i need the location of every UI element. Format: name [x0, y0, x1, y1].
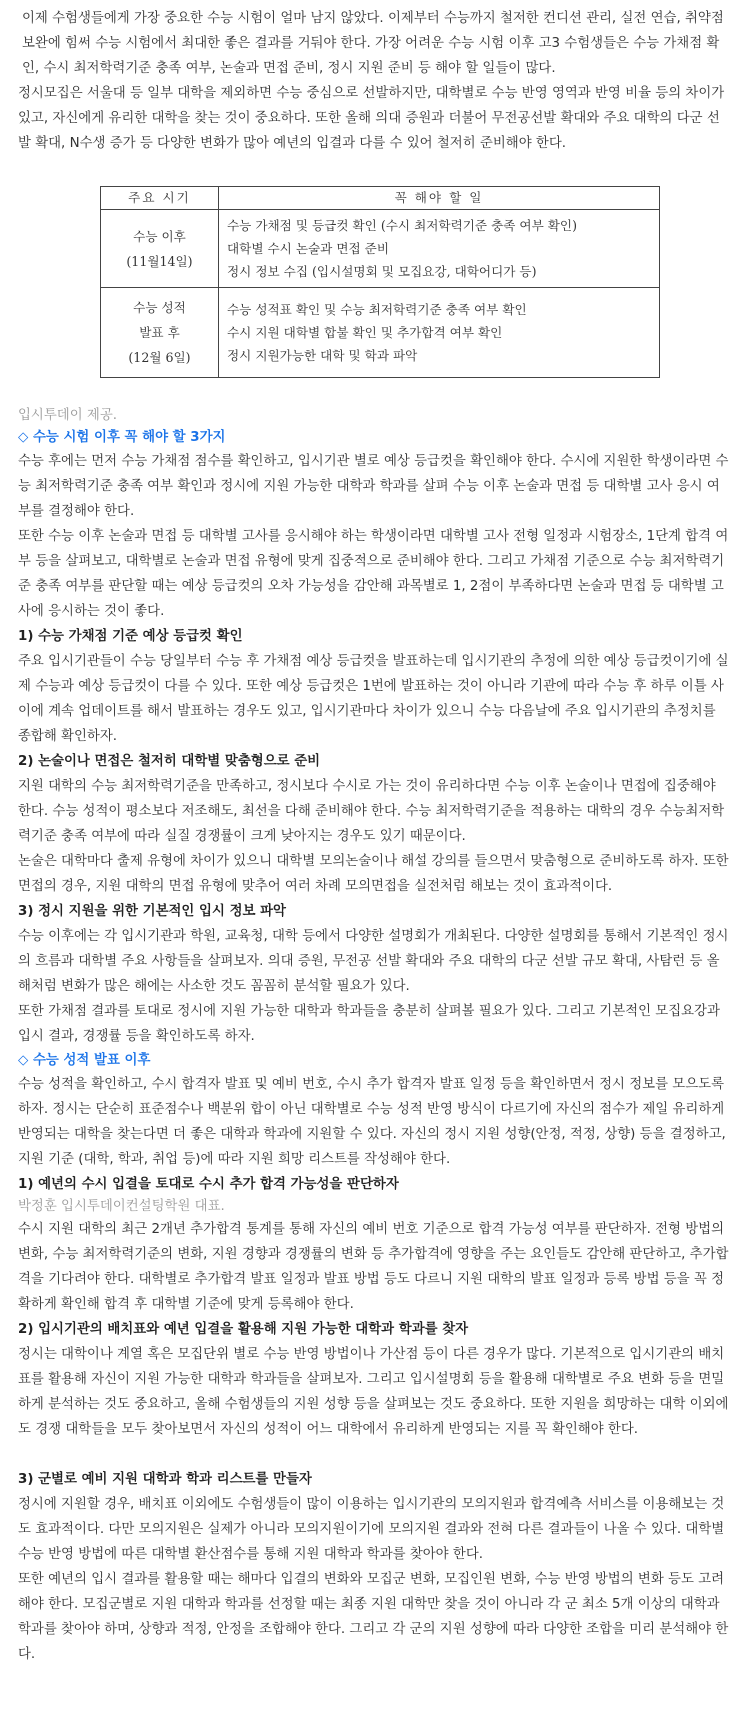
- column-header-period: 주요 시기: [101, 187, 219, 210]
- todo-item: 대학별 수시 논술과 면접 준비: [227, 241, 389, 256]
- period-date: (12월 6일): [128, 350, 191, 365]
- body-paragraph: 논술은 대학마다 출제 유형에 차이가 있으니 대학별 모의논술이나 해설 강의를 들으면서 맞춤형으로 준비하도록 하자. 또한 면접의 경우, 지원 대학의 면접 유형에 맞추어 여러 차례 모의면접을 실전처럼 해보는 것이 효과적이다.: [18, 854, 729, 894]
- intro-section: [18, 0, 729, 156]
- item-title: 3) 정시 지원을 위한 기본적인 입시 정보 파악: [18, 904, 286, 919]
- section-after-exam: [18, 426, 729, 1049]
- table-row: [101, 288, 660, 378]
- photo-byline: 박정훈 입시투데이컨설팅학원 대표.: [18, 1199, 225, 1214]
- body-paragraph: 수시 지원 대학의 최근 2개년 추가합격 통계를 통해 자신의 예비 번호 기준으로 합격 가능성 여부를 판단하자. 전형 방법의 변화, 수능 최저학력기준의 변화, 지원 경향과 경쟁률의 변화 등 추가합격에 영향을 주는 요인들도 감안해 판단하고, 추가합격을 기다려야 한다. 대학별로 추가합격 발표 일정과 발표 방법 등도 다르니 지원 대학의 발표 일정과 등록 방법 등을 꼭 정확하게 확인해 합격 후 대학별 기준에 맞게 등록해야 한다.: [18, 1222, 729, 1312]
- todo-item: 정시 지원가능한 대학 및 학과 파악: [227, 348, 418, 363]
- section-title: ◇ 수능 성적 발표 이후: [18, 1053, 151, 1068]
- body-paragraph: 또한 예년의 입시 결과를 활용할 때는 해마다 입결의 변화와 모집군 변화, 모집인원 변화, 수능 반영 방법의 변화 등도 고려해야 한다. 모집군별로 지원 대학과 학과를 선정할 때는 최종 지원 대학만 찾을 것이 아니라 각 군 최소 5개 이상의 대학과 학과를 찾아야 하며, 상향과 적정, 안정을 조합해야 한다. 그리고 각 군의 지원 성향에 따라 다양한 조합을 미리 분석해야 한다.: [18, 1572, 729, 1662]
- body-paragraph: 수능 성적을 확인하고, 수시 합격자 발표 및 예비 번호, 수시 추가 합격자 발표 일정 등을 확인하면서 정시 정보를 모으도록 하자. 정시는 단순히 표준점수나 백분위 합이 아닌 대학별로 수능 성적 반영 방식이 다르기에 자신의 점수가 제일 유리하게 반영되는 대학을 찾는다면 더 좋은 대학과 학과에 지원할 수 있다. 자신의 정시 지원 성향(안정, 적정, 상향) 등을 결정하고, 지원 기준 (대학, 학과, 취업 등)에 따라 지원 희망 리스트를 작성해야 한다.: [18, 1077, 726, 1167]
- body-paragraph: 수능 후에는 먼저 수능 가채점 점수를 확인하고, 입시기관 별로 예상 등급컷을 확인해야 한다. 수시에 지원한 학생이라면 수능 최저학력기준 충족 여부 확인과 정시에 지원 가능한 대학과 학과를 살펴 수능 이후 논술과 면접 등 대학별 고사 응시 여부를 결정해야 한다.: [18, 454, 729, 519]
- table-row: [101, 210, 660, 288]
- period-line: 발표 후: [139, 325, 180, 340]
- body-paragraph: 주요 입시기관들이 수능 당일부터 수능 후 가채점 예상 등급컷을 발표하는데 입시기관의 추정에 의한 예상 등급컷이기에 실제 수능과 예상 등급컷이 다를 수 있다. 또한 예상 등급컷은 1번에 발표하는 것이 아니라 기관에 따라 수능 후 하루 이틀 사이에 계속 업데이트를 해서 발표하는 경우도 있고, 입시기관마다 차이가 있으니 수능 다음날에 주요 입시기관의 추정치를 종합해 확인하자.: [18, 654, 729, 744]
- schedule-table: [100, 186, 660, 378]
- item-title: 2) 입시기관의 배치표와 예년 입결을 활용해 지원 가능한 대학과 학과를 찾자: [18, 1322, 469, 1337]
- intro-paragraph: 이제 수험생들에게 가장 중요한 수능 시험이 얼마 남지 않았다. 이제부터 수능까지 철저한 컨디션 관리, 실전 연습, 취약점 보완에 힘써 수능 시험에서 최대한 좋은 결과를 거둬야 한다. 가장 어려운 수능 시험 이후 고3 수험생들은 수능 가채점 확인, 수시 최저학력기준 충족 여부, 논술과 면접 준비, 정시 지원 준비 등 해야 할 일들이 많다.: [22, 11, 724, 76]
- todo-item: 수능 성적표 확인 및 수능 최저학력기준 충족 여부 확인: [227, 302, 527, 317]
- period-line: 수능 이후: [133, 228, 186, 244]
- period-date: (11월14일): [126, 253, 193, 269]
- body-paragraph: 수능 이후에는 각 입시기관과 학원, 교육청, 대학 등에서 다양한 설명회가 개최된다. 다양한 설명회를 통해서 기본적인 정시의 흐름과 대학별 주요 사항들을 살펴보자. 의대 증원, 무전공 선발 확대와 주요 대학의 다군 선발 규모 확대, 사탐런 등 올해처럼 변화가 많은 해에는 사소한 것도 꼼꼼히 분석할 필요가 있다.: [18, 929, 729, 994]
- todo-cell: [219, 288, 660, 378]
- schedule-table-wrapper: [100, 186, 660, 378]
- section-title: ◇ 수능 시험 이후 꼭 해야 할 3가지: [18, 430, 226, 445]
- period-cell: [101, 288, 219, 378]
- item-title: 2) 논술이나 면접은 철저히 대학별 맞춤형으로 준비: [18, 754, 321, 769]
- table-caption: 입시투데이 제공.: [18, 408, 118, 423]
- body-paragraph: 정시는 대학이나 계열 혹은 모집단위 별로 수능 반영 방법이나 가산점 등이 다른 경우가 많다. 기본적으로 입시기관의 배치표를 활용해 자신이 지원 가능한 대학과 학과들을 살펴보자. 그리고 입시설명회 등을 활용해 대학별로 주요 변화 등을 면밀하게 분석하는 것도 중요하고, 올해 수험생들의 지원 성향 등을 살펴보는 것도 중요하다. 또한 지원을 희망하는 대학 이외에도 경쟁 대학들을 모두 찾아보면서 자신의 성적이 어느 대학에서 유리하게 반영되는 지를 꼭 확인해야 한다.: [18, 1347, 729, 1437]
- period-line: 수능 성적: [133, 300, 186, 315]
- todo-item: 수능 가채점 및 등급컷 확인 (수시 최저학력기준 충족 여부 확인): [227, 218, 577, 233]
- body-paragraph: 또한 수능 이후 논술과 면접 등 대학별 고사를 응시해야 하는 학생이라면 대학별 고사 전형 일정과 시험장소, 1단계 합격 여부 등을 살펴보고, 대학별로 논술과 면접 유형에 맞게 집중적으로 준비해야 한다. 그리고 가채점 기준으로 수능 최저학력기준 충족 여부를 판단할 때는 예상 등급컷의 오차 가능성을 감안해 과목별로 1, 2점이 부족하다면 논술과 면접 등 대학별 고사에 응시하는 것이 좋다.: [18, 529, 729, 619]
- intro-paragraph: 정시모집은 서울대 등 일부 대학을 제외하면 수능 중심으로 선발하지만, 대학별로 수능 반영 영역과 반영 비율 등의 차이가 있고, 자신에게 유리한 대학을 찾는 것이 중요하다. 또한 올해 의대 증원과 더불어 무전공선발 확대와 주요 대학의 다군 선발 확대, N수생 증가 등 다양한 변화가 많아 예년의 입결과 다를 수 있어 철저히 준비해야 한다.: [18, 86, 725, 151]
- todo-item: 수시 지원 대학별 합불 확인 및 추가합격 여부 확인: [227, 325, 503, 340]
- todo-cell: [219, 210, 660, 288]
- table-header-row: [101, 187, 660, 210]
- item-title: 3) 군별로 예비 지원 대학과 학과 리스트를 만들자: [18, 1472, 312, 1487]
- item-title: 1) 수능 가채점 기준 예상 등급컷 확인: [18, 629, 243, 644]
- period-cell: [101, 210, 219, 288]
- column-header-todo: 꼭 해야 할 일: [219, 187, 660, 210]
- todo-item: 정시 정보 수집 (입시설명회 및 모집요강, 대학어디가 등): [227, 264, 537, 279]
- body-paragraph: 정시에 지원할 경우, 배치표 이외에도 수험생들이 많이 이용하는 입시기관의 모의지원과 합격예측 서비스를 이용해보는 것도 효과적이다. 다만 모의지원은 실제가 아니라 모의지원이기에 모의지원 결과와 전혀 다른 결과들이 나올 수 있다. 대학별 수능 반영 방법에 따른 대학별 환산점수를 통해 지원 대학과 학과를 찾아야 한다.: [18, 1497, 725, 1562]
- section-after-results: [18, 1049, 729, 1667]
- body-paragraph: 또한 가채점 결과를 토대로 정시에 지원 가능한 대학과 학과들을 충분히 살펴볼 필요가 있다. 그리고 기본적인 모집요강과 입시 결과, 경쟁률 등을 확인하도록 하자.: [18, 1004, 720, 1044]
- spacer: [18, 1442, 729, 1467]
- item-title: 1) 예년의 수시 입결을 토대로 수시 추가 합격 가능성을 판단하자: [18, 1177, 399, 1192]
- body-paragraph: 지원 대학의 수능 최저학력기준을 만족하고, 정시보다 수시로 가는 것이 유리하다면 수능 이후 논술이나 면접에 집중해야 한다. 수능 성적이 평소보다 저조해도, 최선을 다해 준비해야 한다. 수능 최저학력기준을 적용하는 대학의 경우 수능최저학력기준 충족 여부에 따라 실질 경쟁률이 크게 낮아지는 경우도 있기 때문이다.: [18, 779, 725, 844]
